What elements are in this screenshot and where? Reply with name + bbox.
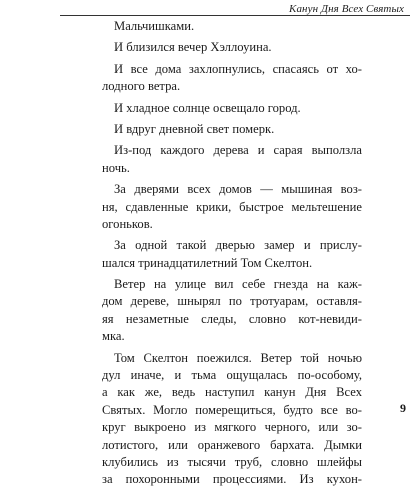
text-line: И все дома захлопнулись, спасаясь от хо- — [114, 61, 362, 76]
header-rule — [60, 15, 410, 16]
text-line: Мальчишками. — [114, 19, 195, 33]
text-line: ночь. — [102, 160, 130, 175]
text-line: Том Скелтон поежился. Ветер той ночью — [114, 350, 362, 365]
text-line: За дверями всех домов — мышиная воз- — [114, 182, 362, 197]
text-line: И хладное солнце освещало город. — [114, 100, 301, 115]
text-line: За одной такой дверью замер и прислу- — [114, 238, 362, 253]
text-line: Святых. Могло померещиться, будто все во- — [102, 402, 362, 417]
text-line: клубились из тысячи труб, словно шлейфы — [102, 454, 362, 469]
text-line: лотистого, или оранжевого бархата. Дымки — [102, 437, 362, 452]
text-line: лодного ветра. — [102, 79, 181, 94]
text-line: Ветер на улице вил себе гнезда на каж- — [114, 277, 362, 292]
text-line: дул иначе, и тьма ощущалась по-особому, — [102, 368, 362, 383]
page-number: 9 — [400, 401, 406, 415]
text-line: шался тринадцатилетний Том Скелтон. — [102, 255, 313, 270]
text-line: а как же, ведь наступил канун Дня Всех — [102, 385, 362, 400]
running-head: Канун Дня Всех Святых — [289, 3, 404, 15]
text-line: И вдруг дневной свет померк. — [114, 121, 275, 136]
body-text — [102, 18, 362, 489]
text-line: Из-под каждого дерева и сарая выползла — [114, 143, 362, 158]
text-line: ня, сдавленные крики, быстрое мельтешение — [102, 199, 362, 214]
text-line: огоньков. — [102, 216, 153, 231]
text-line: яя незаметные следы, словно кот-невиди- — [102, 311, 362, 326]
text-line: дом дереве, шнырял по тротуарам, оставля- — [102, 294, 362, 309]
text-line: И близился вечер Хэллоуина. — [114, 40, 272, 55]
text-line: мка. — [102, 329, 125, 344]
text-line: круг выкроено из мягкого черного, или зо- — [102, 420, 362, 435]
text-line: за похоронными процессиями. Из кухон- — [102, 472, 362, 487]
